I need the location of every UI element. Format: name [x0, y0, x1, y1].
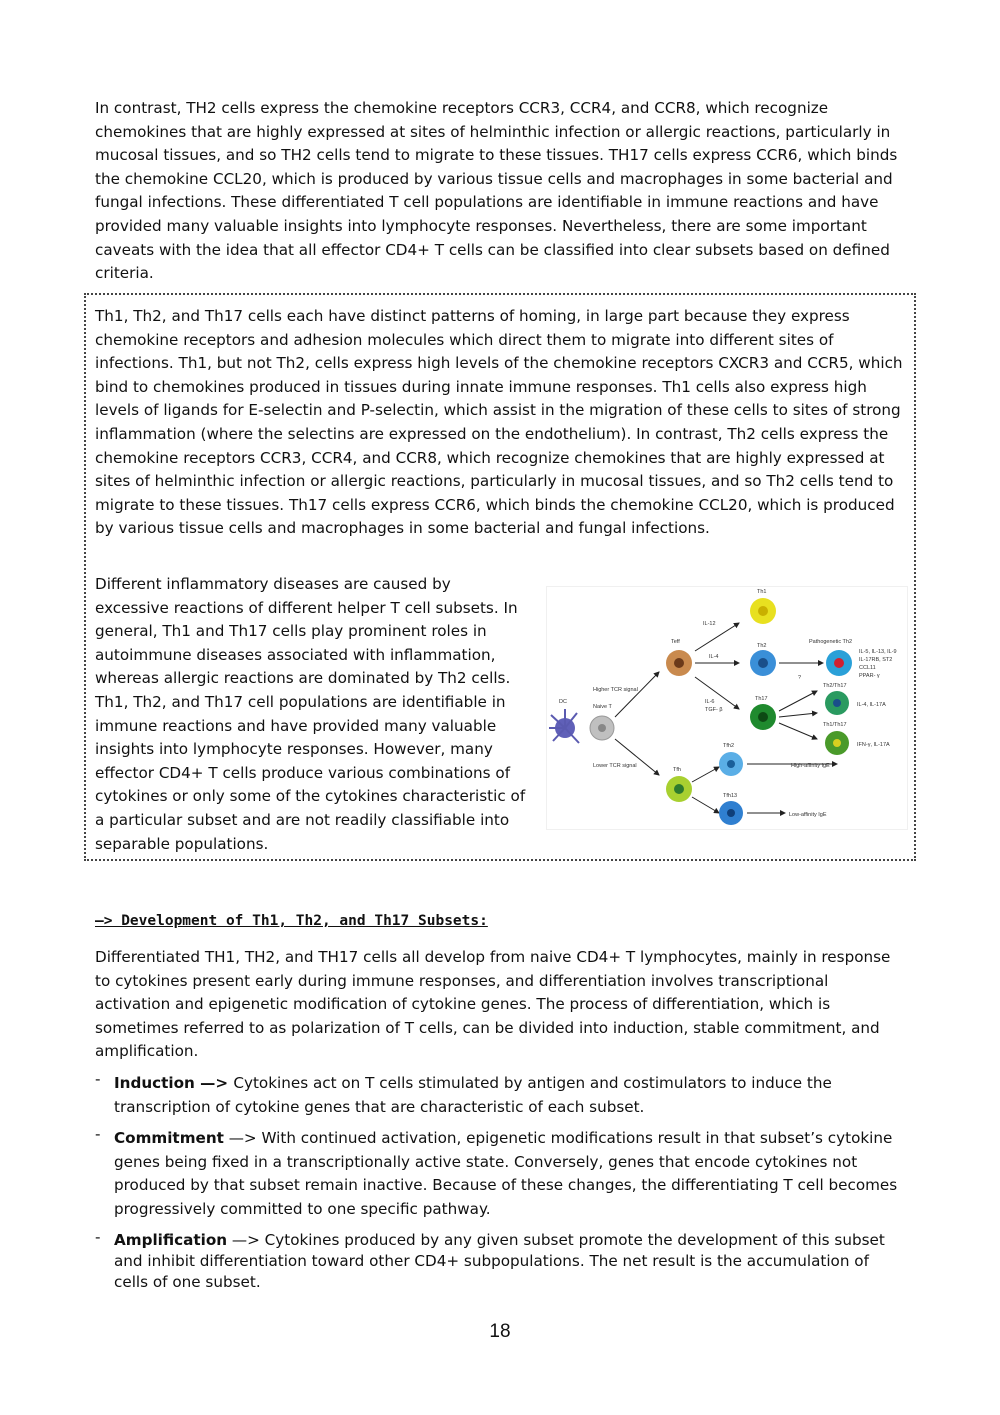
intro-paragraph: In contrast, TH2 cells express the chemokine receptors CCR3, CCR4, and CCR8, which recognize chemokines that are highly expressed at sites of helminthic infection or allergic reactions, particularly in mucosal tissues, and so TH2 cells tend to migrate to these tissues. TH17 cells express CCR6, which binds the chemokine CCL20, which is produced by various tissue cells and macrophages in some bacterial and fungal infections. These differentiated T cell populations are identifiable in immune reactions and have provided many valuable insights into lymphocyte responses. Nevertheless, there are some important caveats with the idea that all effector CD4+ T cells can be classified into clear subsets based on defined criteria. — [95, 99, 898, 283]
label-il12: IL-12 — [703, 621, 716, 627]
label-higher-tcr: Higher TCR signal — [593, 687, 638, 693]
label-question: ? — [798, 675, 802, 681]
bullet-arrow: —> — [227, 1231, 265, 1249]
label-th1: Th1 — [757, 589, 767, 595]
label-teff: Teff — [671, 639, 680, 645]
label-th1-th17: Th1/Th17 — [823, 722, 847, 728]
th2-th17-cell-icon — [825, 691, 849, 715]
homing-paragraph: Th1, Th2, and Th17 cells each have distinct patterns of homing, in large part because they express chemokine receptors and adhesion molecules which direct them to migrate into different sites of infections. Th1, but not Th2, cells express high levels of the chemokine receptors CXCR3 and CCR5, which bind to chemokines produced in tissues during innate immune responses. Th1 cells also express high levels of ligands for E-selectin and P-selectin, which assist in the migration of these cells to sites of strong inflammation (where the selectins are expressed on the endothelium). In contrast, Th2 cells express the chemokine receptors CCR3, CCR4, and CCR8, which recognize chemokines that are highly expressed at sites of helminthic infection or allergic reactions, particularly in mucosal tissues, and so Th2 cells tend to migrate to these tissues. Th17 cells express CCR6, which binds the chemokine CCL20, which is produced by various tissue cells and macrophages in some bacterial and fungal infections. — [95, 307, 903, 538]
bullet-term: Commitment — [114, 1129, 224, 1147]
teff-cell-icon — [666, 650, 692, 676]
label-th2: Th2 — [757, 643, 767, 649]
label-naive: Naive T — [593, 704, 612, 710]
bullet-term: Amplification — [114, 1231, 228, 1249]
label-il4-il17a: IL-4, IL-17A — [857, 702, 886, 708]
label-ifng-il17a: IFN-γ, IL-17A — [857, 742, 890, 748]
bullet-text: Cytokines produced by any given subset promote the development of this subset and inhibit differentiation toward other CD4+ subpopulations. The net result is the accumulation of cells of one subset. — [114, 1231, 885, 1291]
label-il6: IL-6 — [705, 699, 715, 705]
bullet-text: Cytokines act on T cells stimulated by antigen and costimulators to induce the transcription of cytokine genes that are characteristic of each subset. — [114, 1074, 832, 1116]
th1-cell-icon — [750, 598, 776, 624]
bullet-arrow: —> — [194, 1074, 234, 1092]
th2-cell-icon — [750, 650, 776, 676]
label-th17: Th17 — [755, 696, 768, 702]
label-high-ige: High-affinity IgE — [791, 763, 830, 769]
naive-t-cell-icon — [590, 716, 614, 740]
label-low-ige: Low-affinity IgE — [789, 812, 827, 818]
dendritic-cell-icon — [549, 709, 579, 743]
th1-th17-cell-icon — [825, 731, 849, 755]
bullet-dash: - — [95, 1070, 101, 1088]
label-dc: DC — [559, 699, 567, 705]
label-path-cyto-4: PPAR- γ — [859, 673, 880, 679]
differentiation-diagram — [547, 587, 907, 829]
label-pathogenetic-th2: Pathogenetic Th2 — [809, 639, 853, 645]
diseases-paragraph: Different inflammatory diseases are caused by excessive reactions of different helper T cell subsets. In general, Th1 and Th17 cells play prominent roles in autoimmune diseases associated with inflammation, whereas allergic reactions are dominated by Th2 cells. Th1, Th2, and Th17 cell populations are identifiable in immune reactions and have provided many valuable insights into lymphocyte responses. However, many effector CD4+ T cells produce various combinations of cytokines or only some of the cytokines characteristic of a particular subset and are not readily classifiable into separable populations. — [95, 575, 526, 853]
label-tfh: Tfh — [673, 767, 681, 773]
section-heading: —> Development of Th1, Th2, and Th17 Subsets: — [95, 913, 488, 929]
bullet-dash: - — [95, 1228, 101, 1246]
pathogenetic-th2-cell-icon — [826, 650, 852, 676]
label-tfh2: Tfh2 — [723, 743, 735, 749]
page-number: 18 — [489, 1321, 511, 1342]
label-path-cyto-3: CCL11 — [859, 665, 876, 671]
bullet-dash: - — [95, 1125, 101, 1143]
label-il4: IL-4 — [709, 654, 719, 660]
bullet-text: With continued activation, epigenetic modifications result in that subset’s cytokine genes being fixed in a transcriptionally active state. Conversely, genes that encode cytokines not produced by that subset remain inactive. Because of these changes, the differentiating T cell becomes progressively committed to one specific pathway. — [114, 1129, 898, 1218]
tfh-cell-icon — [666, 776, 692, 802]
t-cell-differentiation-figure — [546, 586, 908, 830]
label-lower-tcr: Lower TCR signal — [593, 763, 637, 769]
arrows — [615, 623, 837, 813]
tfh2-cell-icon — [719, 752, 743, 776]
label-th2-th17: Th2/Th17 — [823, 683, 847, 689]
label-path-cyto-2: IL-17RB, ST2 — [859, 657, 893, 663]
label-tfh13: Tfh13 — [723, 793, 738, 799]
bullet-term: Induction — [114, 1074, 195, 1092]
label-tgfb: TGF- β — [705, 707, 723, 713]
label-path-cyto-1: IL-5, IL-13, IL-9 — [859, 649, 897, 655]
tfh13-cell-icon — [719, 801, 743, 825]
bullet-arrow: —> — [223, 1129, 262, 1147]
development-paragraph: Differentiated TH1, TH2, and TH17 cells all develop from naive CD4+ T lymphocytes, mainly in response to cytokines present early during immune responses, and differentiation involves transcriptional activation and epigenetic modification of cytokine genes. The process of differentiation, which is sometimes referred to as polarization of T cells, can be divided into induction, stable commitment, and amplification. — [95, 948, 891, 1061]
th17-cell-icon — [750, 704, 776, 730]
